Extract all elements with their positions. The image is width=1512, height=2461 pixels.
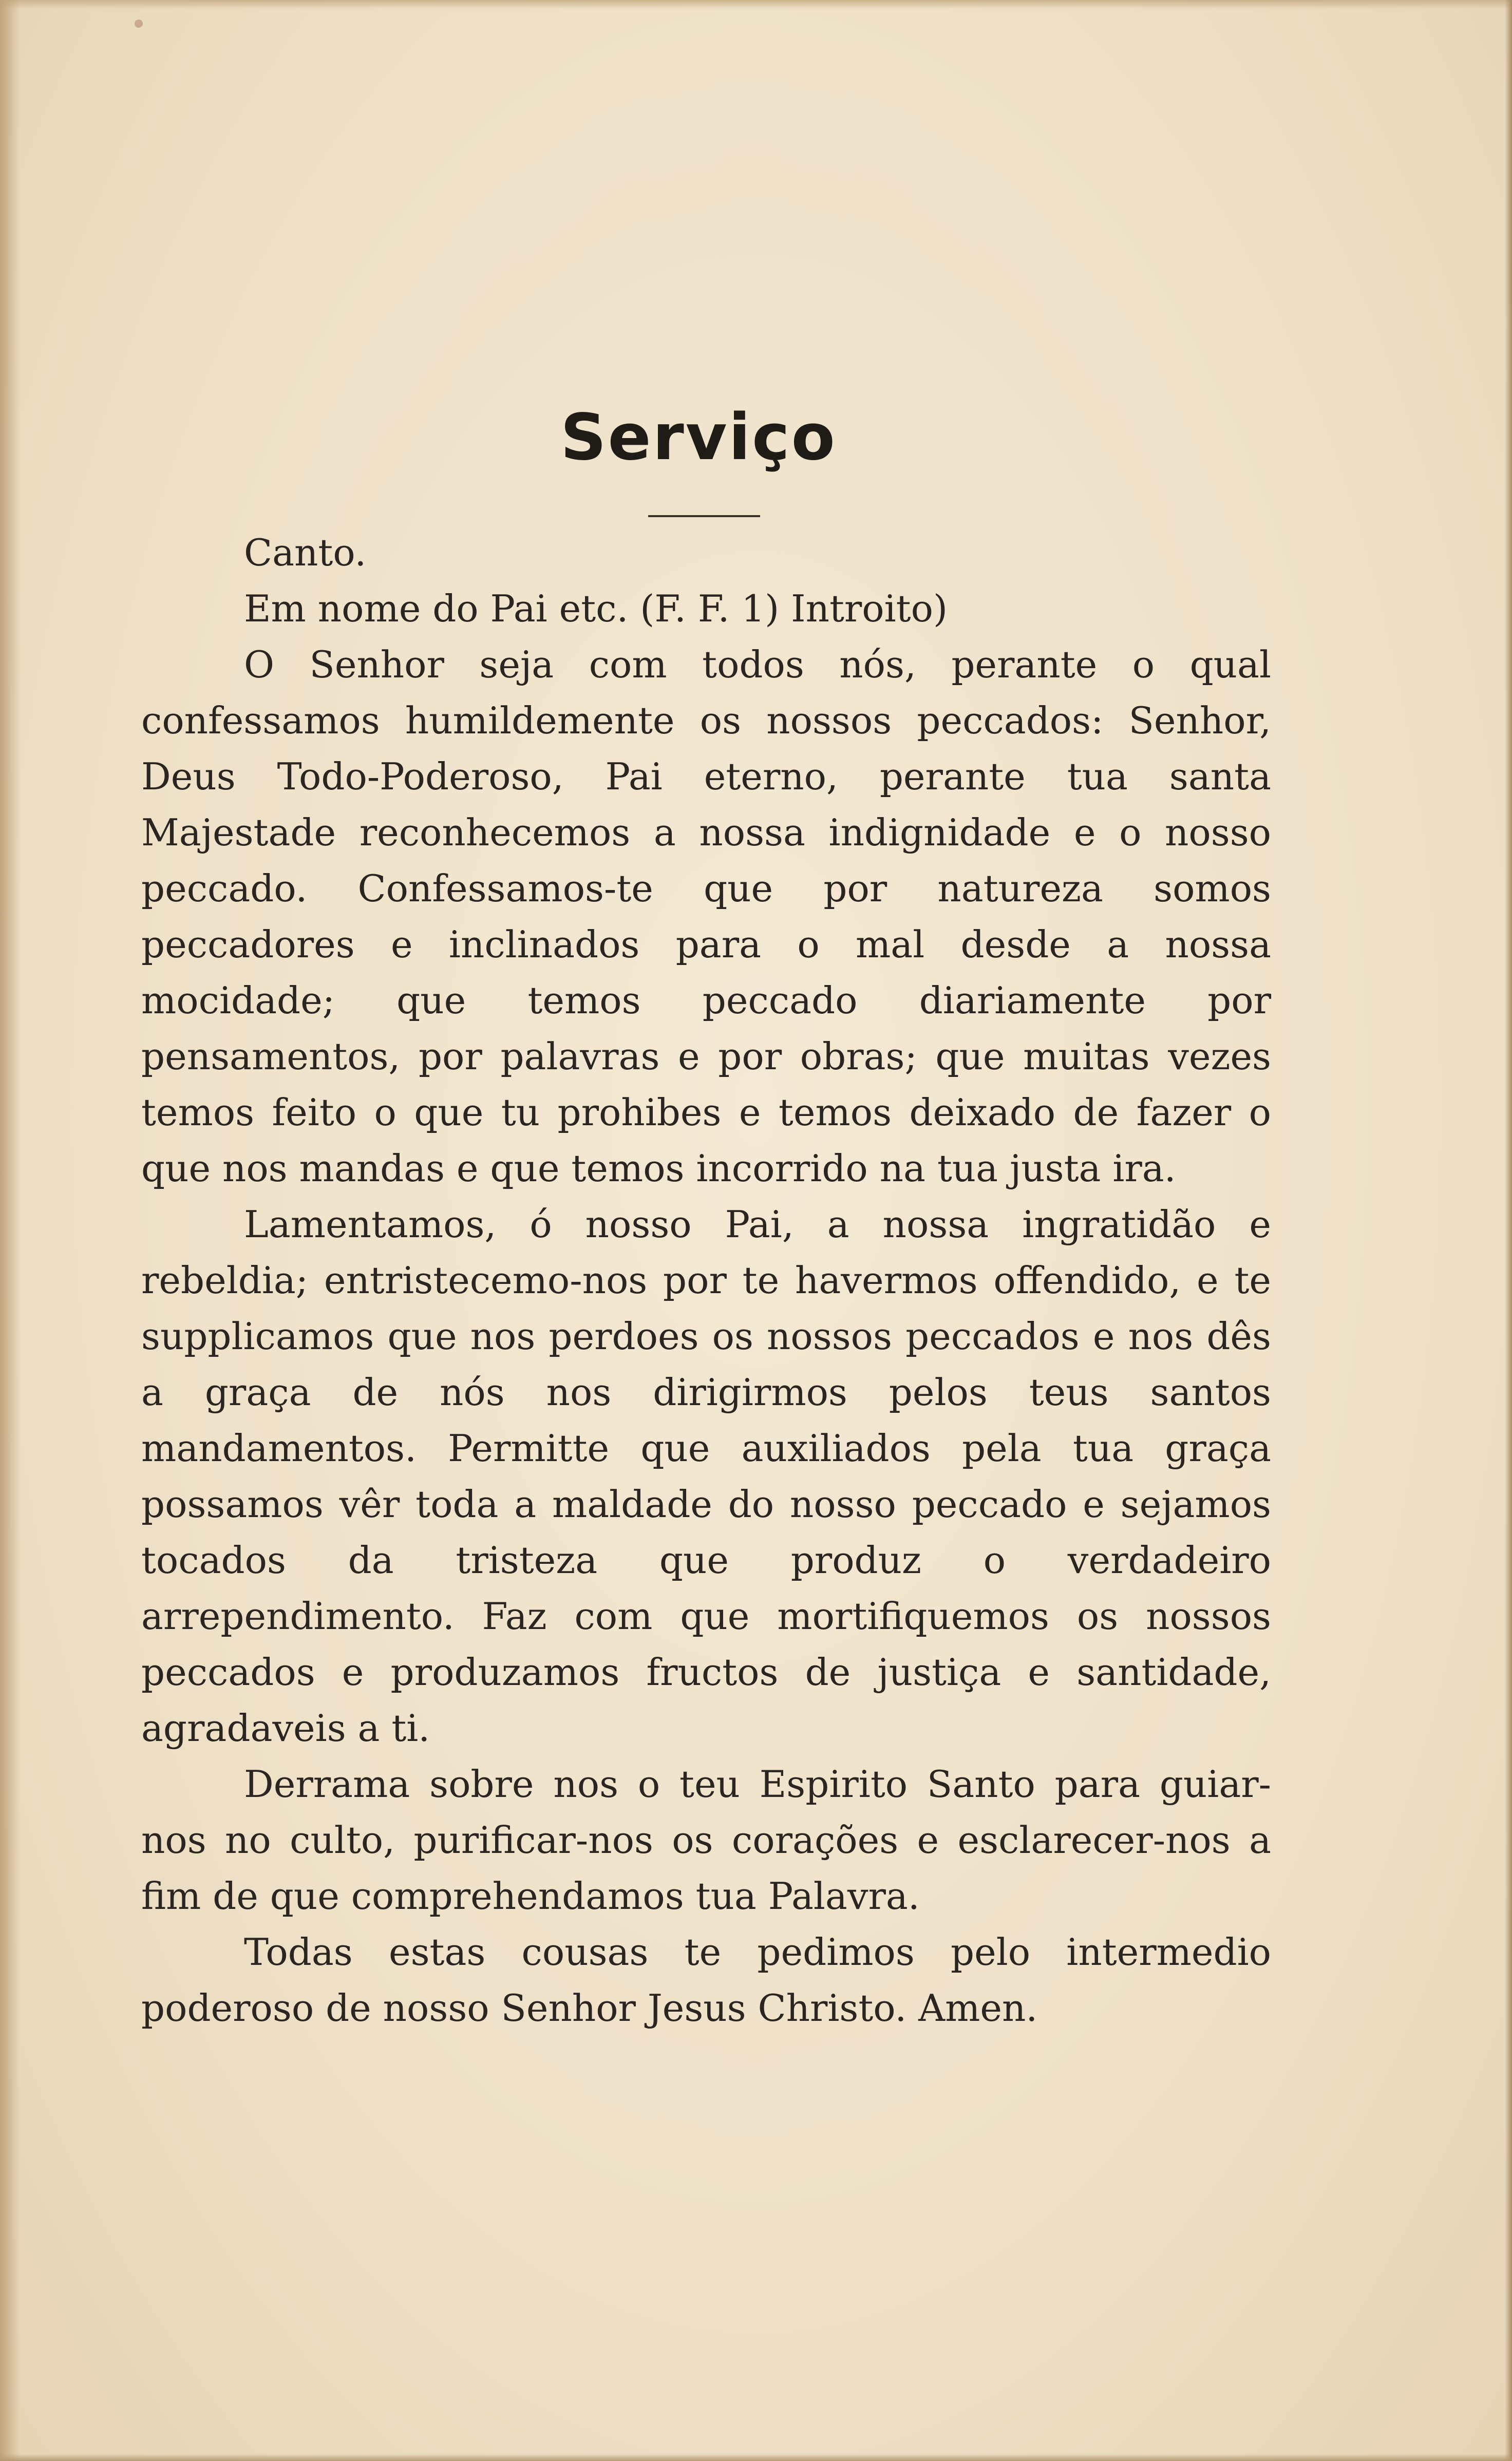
page-edge-right bbox=[1505, 0, 1512, 2461]
page-edge-left bbox=[0, 0, 21, 2461]
paper-speck bbox=[135, 20, 143, 28]
page-title: Serviço bbox=[560, 401, 837, 475]
title-rule bbox=[648, 515, 760, 517]
paragraph-confissao: O Senhor seja com todos nós, perante o qual confessamos humildemente os nossos peccados: Senhor, Deus Todo-Poderoso, Pai eterno, perante tua santa Majestade reconhecemos a nossa indignidade e o nosso peccado. Confessamos-te que por natureza somos peccadores e inclinados para o mal desde a nossa mocidade; que temos peccado diariamente por pensamentos, por palavras e por obras; que muitas vezes temos feito o que tu prohibes e temos deixado de fazer o que nos mandas e que temos incorrido na tua justa ira. bbox=[141, 643, 1271, 1190]
paragraph-canto: Canto. bbox=[244, 531, 367, 574]
page-edge-top bbox=[0, 0, 1512, 9]
paragraph-todas-estas: Todas estas cousas te pedimos pelo intermedio poderoso de nosso Senhor Jesus Christo. Amen. bbox=[141, 1930, 1271, 2030]
body-text bbox=[141, 525, 1271, 2036]
paragraph-derrama: Derrama sobre nos o teu Espirito Santo para guiar-nos no culto, purificar-nos os corações e esclarecer-nos a fim de que comprehendamos tua Palavra. bbox=[141, 1763, 1271, 1918]
page-edge-bottom bbox=[0, 2454, 1512, 2461]
paragraph-em-nome: Em nome do Pai etc. (F. F. 1) Introito) bbox=[244, 587, 948, 630]
paragraph-lamentamos: Lamentamos, ó nosso Pai, a nossa ingratidão e rebeldia; entristecemo-nos por te havermos offendido, e te supplicamos que nos perdoes os nossos peccados e nos dês a graça de nós nos dirigirmos pelos teus santos mandamentos. Permitte que auxiliados pela tua graça possamos vêr toda a maldade do nosso peccado e sejamos tocados da tristeza que produz o verdadeiro arrependimento. Faz com que mortifiquemos os nossos peccados e produzamos fructos de justiça e santidade, agradaveis a ti. bbox=[141, 1203, 1271, 1750]
